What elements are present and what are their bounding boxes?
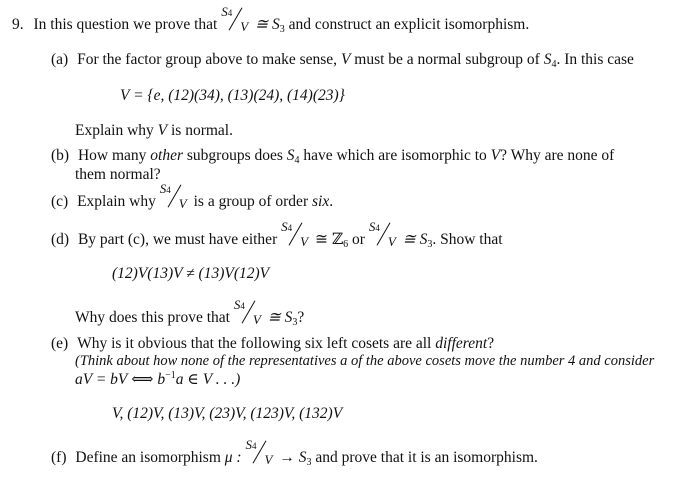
- coset-list: V, (12)V, (13)V, (23)V, (123)V, (132)V: [112, 405, 343, 422]
- part-c: (c) Explain why S4 V is a group of order six.: [51, 181, 334, 211]
- quotient-group: S4 V: [368, 219, 396, 249]
- question-intro: 9. In this question we prove that S4 V ≅ $S_3$ and construct an explicit isomorphism.: [12, 4, 530, 35]
- part-d-label: (d): [51, 231, 70, 248]
- quotient-group: S4 V: [245, 437, 273, 467]
- normal-subgroup-set: V = {e, (12)(34), (13)(24), (14)(23)}: [120, 87, 345, 104]
- part-e: (e) Why is it obvious that the following six left cosets are all different?: [51, 335, 495, 352]
- part-c-label: (c): [51, 193, 69, 210]
- question-number: 9.: [12, 16, 24, 33]
- coset-inequality: (12)V(13)V ≠ (13)V(12)V: [112, 265, 270, 282]
- quotient-group: S4 V: [281, 219, 309, 249]
- part-a-label: (a): [51, 51, 69, 68]
- quotient-group: S4 V: [221, 4, 249, 34]
- quotient-group: S4 V: [233, 297, 261, 327]
- part-e-label: (e): [51, 335, 69, 352]
- part-d-why: Why does this prove that S4 V ≅ $S_3$?: [75, 297, 305, 328]
- part-d: (d) By part (c), we must have either S4 V ≅ ℤ$_6$ or S4 V ≅ $S_3$. Show that: [51, 219, 503, 250]
- quotient-group: S4 V: [159, 181, 187, 211]
- part-b: (b) How many other subgroups does $S_4$ have which are isomorphic to V? Why are none of: [51, 147, 615, 166]
- part-b-label: (b): [51, 147, 70, 164]
- part-e-hint: (Think about how none of the representatives a of the above cosets move the number 4 and consider: [75, 353, 655, 369]
- part-b-line2: them normal?: [75, 166, 161, 183]
- part-e-hint-line2: aV = bV ⟺ $b^{-1}a$ ∈ V . . .): [75, 369, 241, 388]
- part-f: (f) Define an isomorphism μ : S4 V → $S_3$ and prove that it is an isomorphism.: [51, 437, 538, 468]
- part-f-label: (f): [51, 449, 67, 466]
- part-a-explain: Explain why V is normal.: [75, 122, 233, 139]
- part-a: (a) For the factor group above to make sense, V must be a normal subgroup of $S_4$. In this case: [51, 51, 634, 70]
